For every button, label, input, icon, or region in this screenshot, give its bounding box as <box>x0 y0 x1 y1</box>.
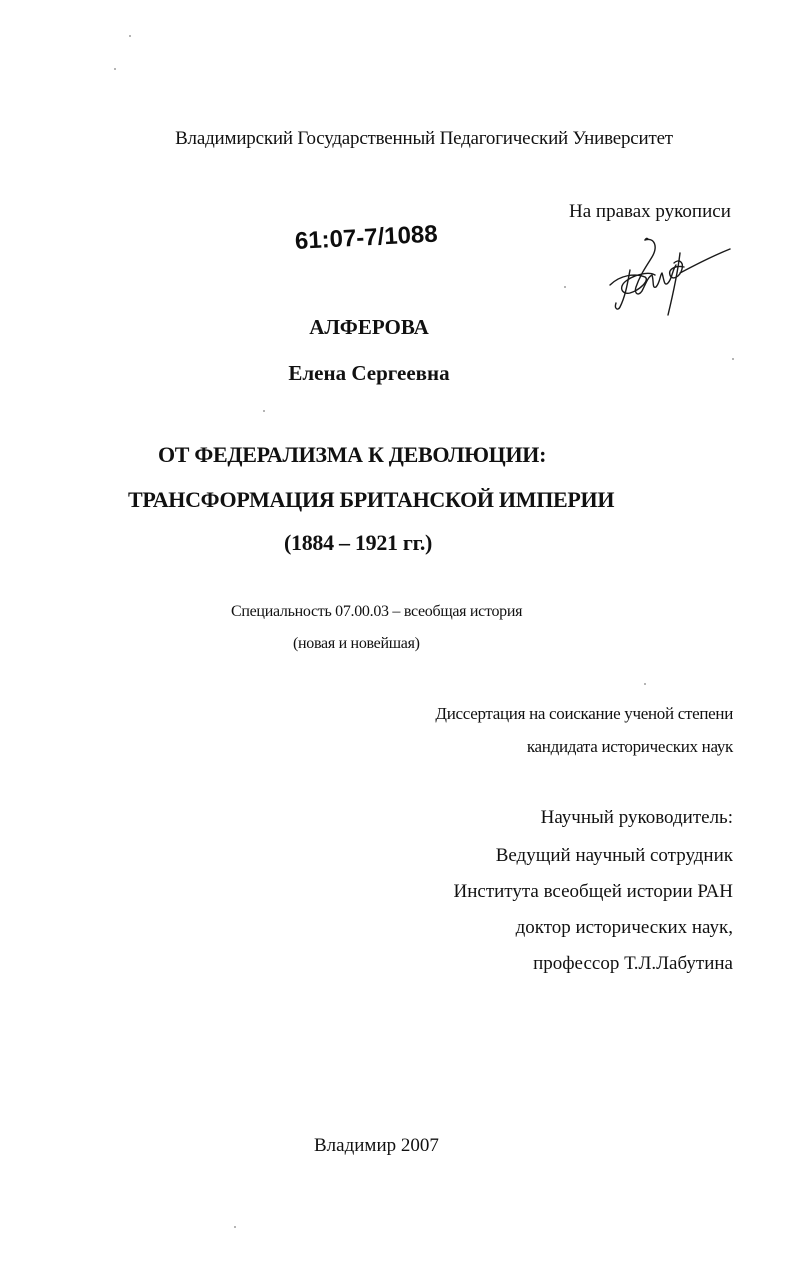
dissertation-title-line-1: ОТ ФЕДЕРАЛИЗМА К ДЕВОЛЮЦИИ: <box>158 442 547 467</box>
supervisor-name: профессор Т.Л.Лабутина <box>533 953 733 974</box>
manuscript-rights-label: На правах рукописи <box>569 201 731 222</box>
author-surname: АЛФЕРОВА <box>309 315 429 339</box>
scan-speck <box>732 358 734 360</box>
specialty-subfield: (новая и новейшая) <box>293 635 420 652</box>
handwritten-signature-icon <box>600 235 740 320</box>
university-name: Владимирский Государственный Педагогический Университет <box>175 128 673 149</box>
supervisor-position: Ведущий научный сотрудник <box>495 845 733 866</box>
specialty-code: Специальность 07.00.03 – всеобщая история <box>231 603 523 620</box>
scan-speck <box>114 68 116 70</box>
city-and-year: Владимир 2007 <box>314 1135 439 1156</box>
supervisor-institute: Института всеобщей истории РАН <box>453 881 733 902</box>
scan-speck <box>129 35 131 37</box>
dissertation-title-years: (1884 – 1921 гг.) <box>284 530 433 555</box>
supervisor-degree: доктор исторических наук, <box>515 917 733 938</box>
scan-speck <box>263 410 265 412</box>
author-given-names: Елена Сергеевна <box>288 361 450 385</box>
dissertation-title-line-2: ТРАНСФОРМАЦИЯ БРИТАНСКОЙ ИМПЕРИИ <box>128 487 615 512</box>
degree-statement-line-2: кандидата исторических наук <box>526 737 733 756</box>
scan-speck <box>564 286 566 288</box>
scan-speck <box>234 1226 236 1228</box>
degree-statement-line-1: Диссертация на соискание ученой степени <box>435 704 733 723</box>
catalog-stamp-number: 61:07-7/1088 <box>294 220 439 255</box>
scan-speck <box>644 683 646 685</box>
supervisor-heading: Научный руководитель: <box>540 807 733 828</box>
